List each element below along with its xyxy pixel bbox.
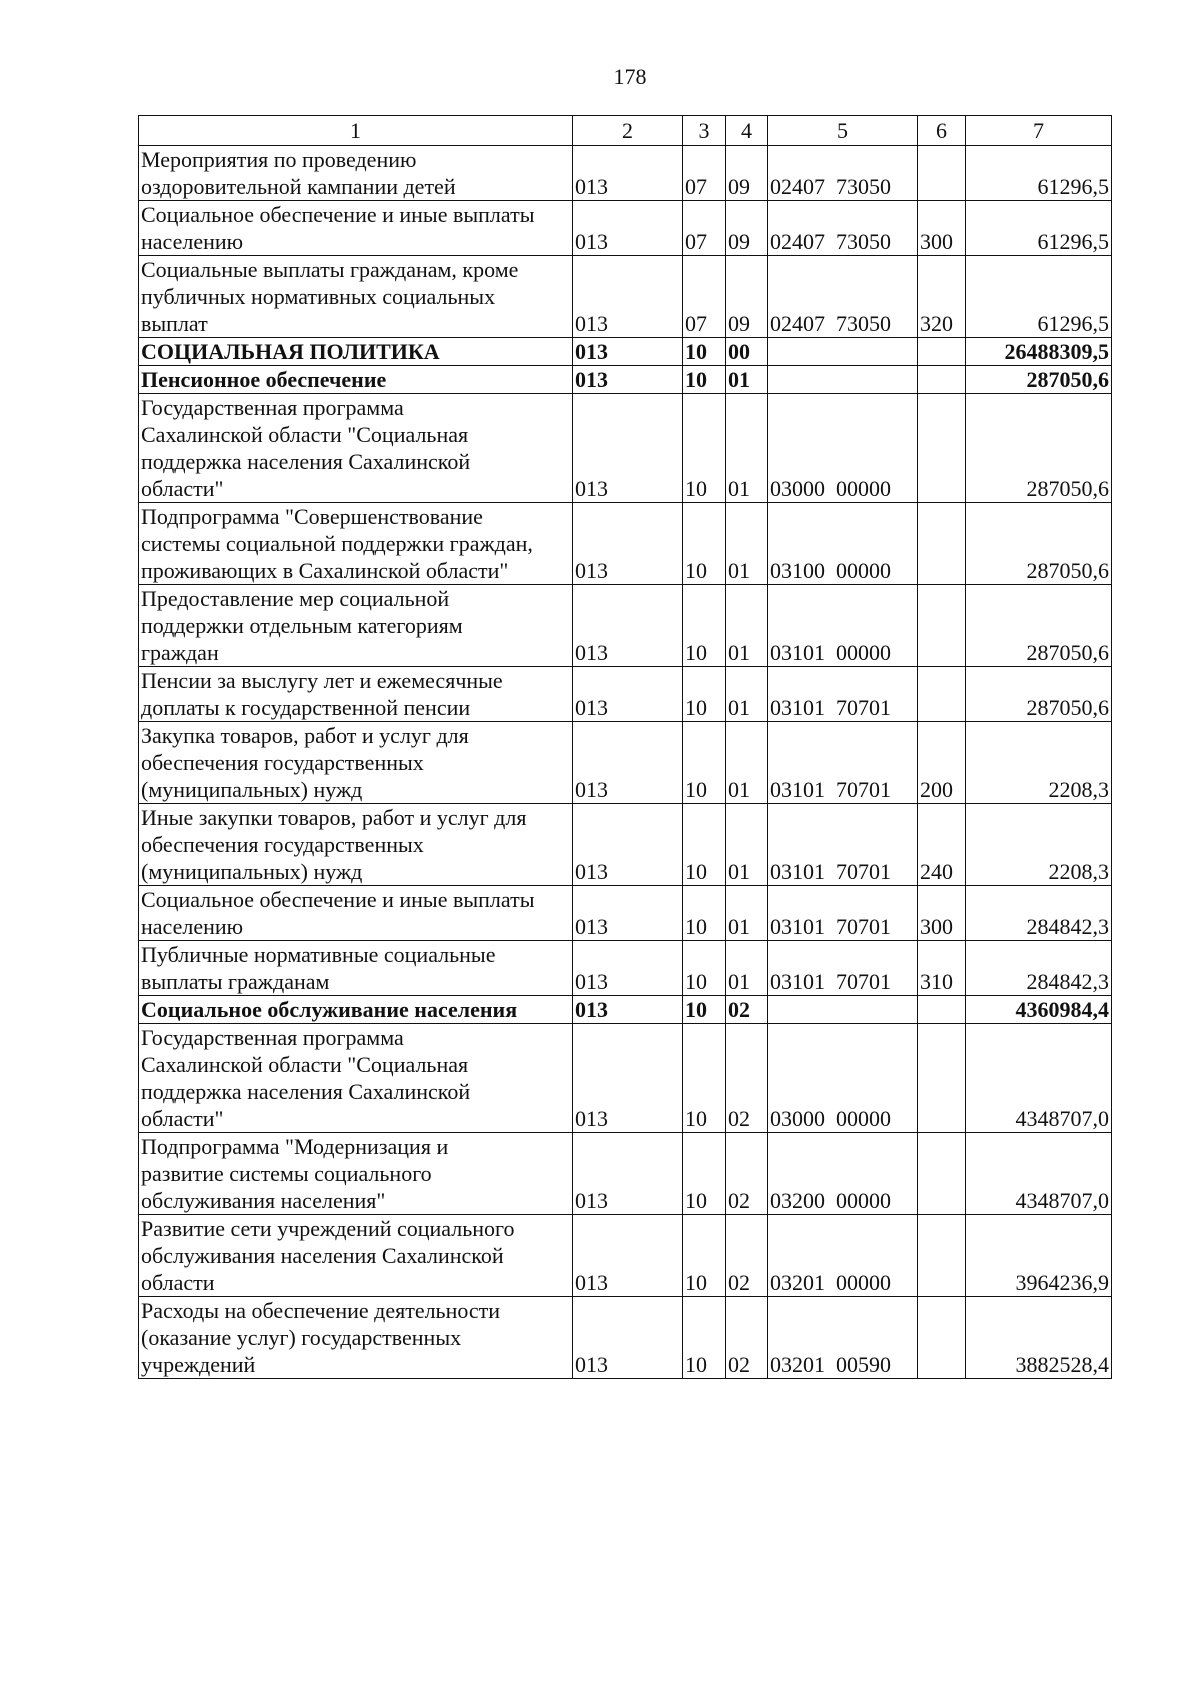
amount: 4360984,4 (966, 996, 1112, 1024)
amount: 61296,5 (966, 201, 1112, 256)
section-total-row (139, 338, 1112, 366)
ministry-code: 013 (573, 503, 683, 585)
amount: 284842,3 (966, 941, 1112, 996)
section-code: 07 (683, 256, 726, 338)
section-code: 10 (683, 941, 726, 996)
amount: 3964236,9 (966, 1215, 1112, 1297)
subsection-code: 09 (726, 201, 768, 256)
section-code: 10 (683, 503, 726, 585)
section-code: 10 (683, 1024, 726, 1133)
section-code: 10 (683, 886, 726, 941)
subsection-code: 09 (726, 146, 768, 201)
ministry-code: 013 (573, 1133, 683, 1215)
subsection-code: 01 (726, 366, 768, 394)
expense-type-code (918, 146, 966, 201)
column-header: 1 (139, 116, 573, 146)
table-row (139, 503, 1112, 585)
row-name: Пенсионное обеспечение (139, 366, 573, 394)
row-name: Публичные нормативные социальные выплаты гражданам (139, 941, 573, 996)
target-article-code: 03101 00000 (768, 585, 918, 667)
amount: 2208,3 (966, 804, 1112, 886)
ministry-code: 013 (573, 201, 683, 256)
expense-type-code (918, 996, 966, 1024)
row-name: Расходы на обеспечение деятельности (оказание услуг) государственных учреждений (139, 1297, 573, 1379)
table-row (139, 886, 1112, 941)
table-row (139, 1215, 1112, 1297)
row-name: Мероприятия по проведению оздоровительной кампании детей (139, 146, 573, 201)
ministry-code: 013 (573, 338, 683, 366)
amount: 4348707,0 (966, 1024, 1112, 1133)
table-body (139, 146, 1112, 1379)
target-article-code: 03000 00000 (768, 1024, 918, 1133)
amount: 4348707,0 (966, 1133, 1112, 1215)
target-article-code (768, 366, 918, 394)
expense-type-code: 310 (918, 941, 966, 996)
target-article-code: 03201 00590 (768, 1297, 918, 1379)
row-name: Социальное обслуживание населения (139, 996, 573, 1024)
section-code: 07 (683, 146, 726, 201)
amount: 61296,5 (966, 256, 1112, 338)
subsection-code: 01 (726, 503, 768, 585)
row-name: Подпрограмма "Совершенствование системы социальной поддержки граждан, проживающих в Сахалинской области" (139, 503, 573, 585)
subsection-code: 01 (726, 886, 768, 941)
expense-type-code: 300 (918, 201, 966, 256)
row-name: СОЦИАЛЬНАЯ ПОЛИТИКА (139, 338, 573, 366)
section-total-row (139, 996, 1112, 1024)
amount: 287050,6 (966, 585, 1112, 667)
target-article-code (768, 996, 918, 1024)
column-header: 6 (918, 116, 966, 146)
section-code: 10 (683, 804, 726, 886)
row-name: Государственная программа Сахалинской области "Социальная поддержка населения Сахалинской области" (139, 1024, 573, 1133)
ministry-code: 013 (573, 256, 683, 338)
ministry-code: 013 (573, 1215, 683, 1297)
ministry-code: 013 (573, 585, 683, 667)
target-article-code: 03101 70701 (768, 886, 918, 941)
table-row (139, 941, 1112, 996)
page-number: 178 (613, 64, 647, 89)
ministry-code: 013 (573, 886, 683, 941)
expense-type-code (918, 667, 966, 722)
row-name: Развитие сети учреждений социального обслуживания населения Сахалинской области (139, 1215, 573, 1297)
table-row (139, 667, 1112, 722)
subsection-code: 01 (726, 941, 768, 996)
expense-type-code (918, 1024, 966, 1133)
section-code: 10 (683, 366, 726, 394)
section-code: 10 (683, 722, 726, 804)
target-article-code: 03101 70701 (768, 667, 918, 722)
expense-type-code: 200 (918, 722, 966, 804)
target-article-code: 03101 70701 (768, 722, 918, 804)
table-row (139, 585, 1112, 667)
subsection-code: 02 (726, 1024, 768, 1133)
target-article-code: 02407 73050 (768, 201, 918, 256)
subsection-code: 01 (726, 667, 768, 722)
target-article-code: 03201 00000 (768, 1215, 918, 1297)
row-name: Закупка товаров, работ и услуг для обеспечения государственных (муниципальных) нужд (139, 722, 573, 804)
section-code: 10 (683, 1133, 726, 1215)
ministry-code: 013 (573, 722, 683, 804)
row-name: Пенсии за выслугу лет и ежемесячные доплаты к государственной пенсии (139, 667, 573, 722)
expense-type-code (918, 585, 966, 667)
column-header: 4 (726, 116, 768, 146)
section-code: 07 (683, 201, 726, 256)
ministry-code: 013 (573, 996, 683, 1024)
target-article-code (768, 338, 918, 366)
ministry-code: 013 (573, 146, 683, 201)
section-code: 10 (683, 1215, 726, 1297)
row-name: Предоставление мер социальной поддержки отдельным категориям граждан (139, 585, 573, 667)
target-article-code: 03101 70701 (768, 804, 918, 886)
expense-type-code (918, 1297, 966, 1379)
table-row (139, 146, 1112, 201)
column-header: 7 (966, 116, 1112, 146)
subsection-code: 01 (726, 394, 768, 503)
expense-type-code: 240 (918, 804, 966, 886)
column-header: 3 (683, 116, 726, 146)
ministry-code: 013 (573, 1297, 683, 1379)
ministry-code: 013 (573, 366, 683, 394)
expense-type-code: 300 (918, 886, 966, 941)
row-name: Социальные выплаты гражданам, кроме публичных нормативных социальных выплат (139, 256, 573, 338)
amount: 61296,5 (966, 146, 1112, 201)
row-name: Государственная программа Сахалинской области "Социальная поддержка населения Сахалинской области" (139, 394, 573, 503)
section-code: 10 (683, 667, 726, 722)
amount: 26488309,5 (966, 338, 1112, 366)
table-row (139, 1133, 1112, 1215)
ministry-code: 013 (573, 804, 683, 886)
section-code: 10 (683, 338, 726, 366)
amount: 287050,6 (966, 394, 1112, 503)
amount: 2208,3 (966, 722, 1112, 804)
target-article-code: 03200 00000 (768, 1133, 918, 1215)
target-article-code: 03101 70701 (768, 941, 918, 996)
target-article-code: 02407 73050 (768, 256, 918, 338)
ministry-code: 013 (573, 394, 683, 503)
table-row (139, 256, 1112, 338)
expense-type-code (918, 1215, 966, 1297)
target-article-code: 02407 73050 (768, 146, 918, 201)
ministry-code: 013 (573, 667, 683, 722)
subsection-code: 02 (726, 996, 768, 1024)
subsection-code: 02 (726, 1215, 768, 1297)
expense-type-code (918, 394, 966, 503)
row-name: Подпрограмма "Модернизация и развитие системы социального обслуживания населения" (139, 1133, 573, 1215)
target-article-code: 03100 00000 (768, 503, 918, 585)
expense-type-code (918, 366, 966, 394)
row-name: Социальное обеспечение и иные выплаты населению (139, 201, 573, 256)
subsection-code: 01 (726, 722, 768, 804)
table-row (139, 1024, 1112, 1133)
section-code: 10 (683, 1297, 726, 1379)
subsection-code: 01 (726, 585, 768, 667)
amount: 287050,6 (966, 503, 1112, 585)
expense-type-code (918, 338, 966, 366)
subsection-code: 02 (726, 1297, 768, 1379)
section-code: 10 (683, 585, 726, 667)
expense-type-code (918, 503, 966, 585)
ministry-code: 013 (573, 1024, 683, 1133)
section-code: 10 (683, 996, 726, 1024)
amount: 3882528,4 (966, 1297, 1112, 1379)
table-row (139, 201, 1112, 256)
amount: 284842,3 (966, 886, 1112, 941)
row-name: Иные закупки товаров, работ и услуг для обеспечения государственных (муниципальных) нужд (139, 804, 573, 886)
subsection-code: 00 (726, 338, 768, 366)
table-row (139, 804, 1112, 886)
table-row (139, 394, 1112, 503)
ministry-code: 013 (573, 941, 683, 996)
section-code: 10 (683, 394, 726, 503)
column-header: 5 (768, 116, 918, 146)
column-header: 2 (573, 116, 683, 146)
row-name: Социальное обеспечение и иные выплаты населению (139, 886, 573, 941)
subsection-code: 02 (726, 1133, 768, 1215)
table-row (139, 1297, 1112, 1379)
subsection-code: 09 (726, 256, 768, 338)
target-article-code: 03000 00000 (768, 394, 918, 503)
table-row (139, 722, 1112, 804)
expense-type-code: 320 (918, 256, 966, 338)
section-total-row (139, 366, 1112, 394)
header-row (139, 116, 1112, 146)
amount: 287050,6 (966, 667, 1112, 722)
amount: 287050,6 (966, 366, 1112, 394)
expense-type-code (918, 1133, 966, 1215)
budget-table (138, 115, 1112, 1379)
subsection-code: 01 (726, 804, 768, 886)
